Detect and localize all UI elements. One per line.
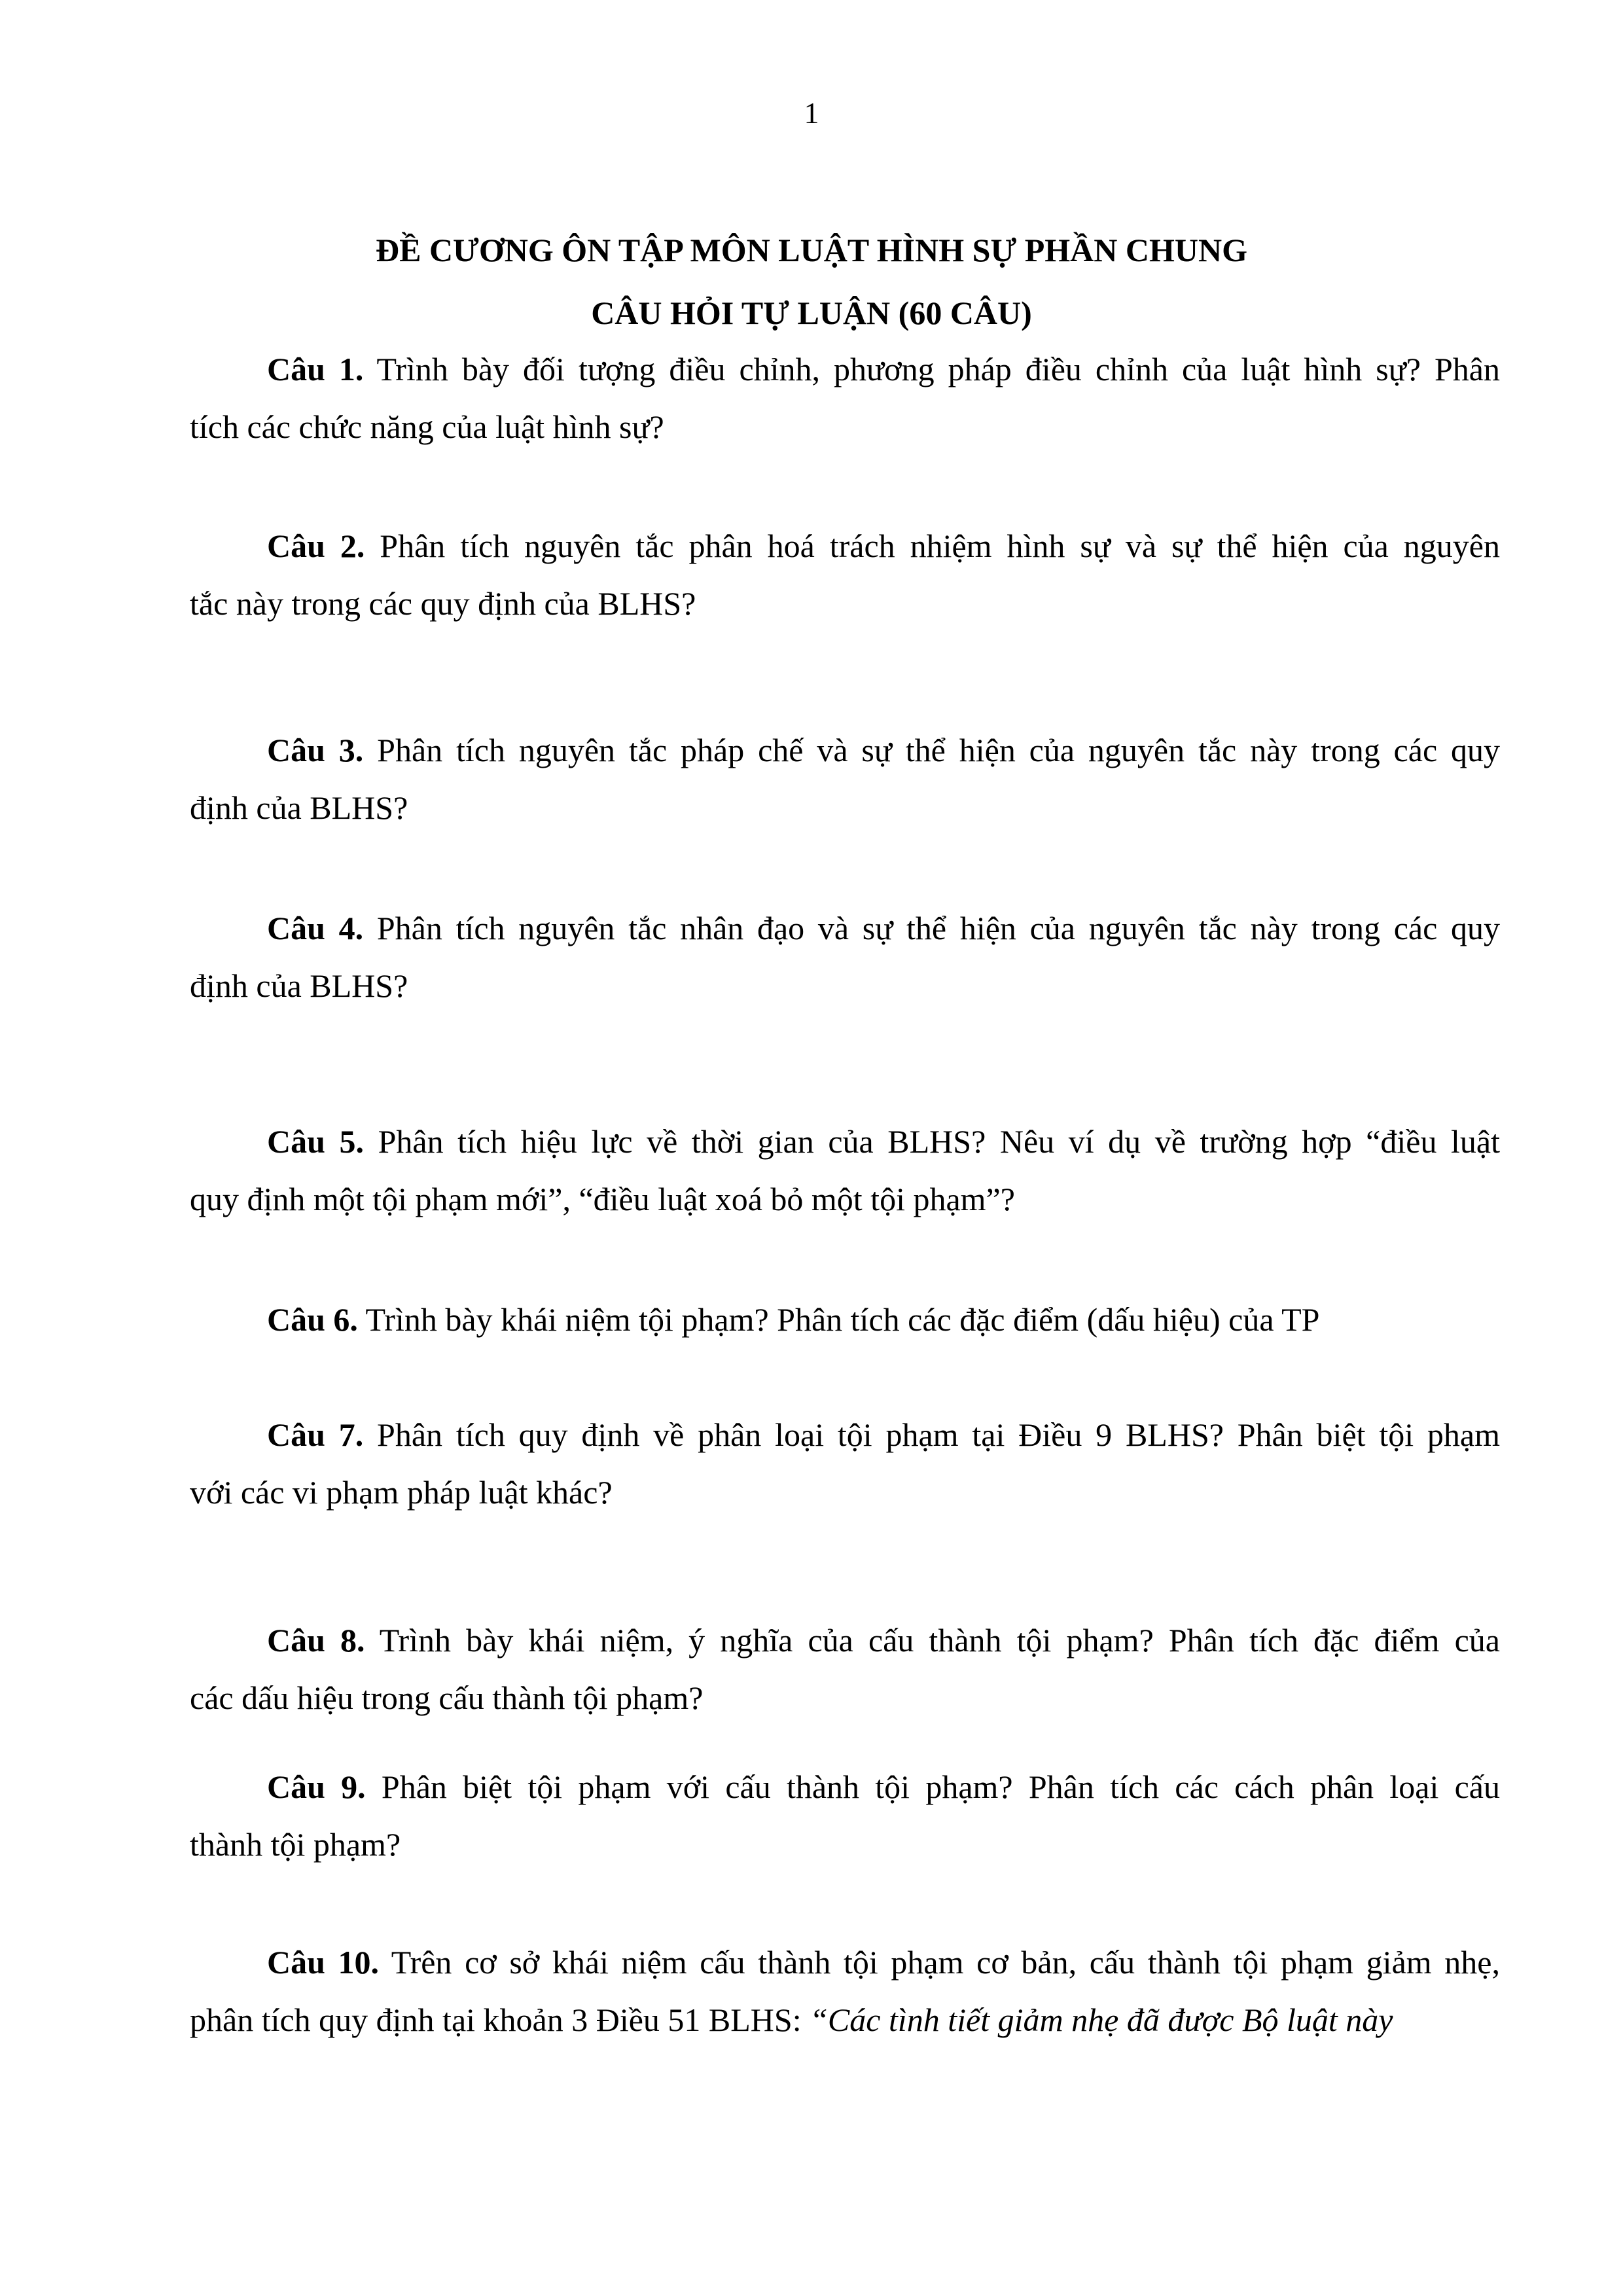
document-subtitle: CÂU HỎI TỰ LUẬN (60 CÂU)	[591, 295, 1032, 331]
question-2-line1: Câu 2. Phân tích nguyên tắc phân hoá trách nhiệm hình sự và sự thể hiện của nguyên	[267, 528, 1500, 564]
question-10-line2: phân tích quy định tại khoản 3 Điều 51 BLHS: “Các tình tiết giảm nhẹ đã được Bộ luật này	[190, 2001, 1393, 2038]
question-7-line1: Câu 7. Phân tích quy định về phân loại tội phạm tại Điều 9 BLHS? Phân biệt tội phạm	[267, 1416, 1501, 1453]
question-10-label: Câu 10.	[267, 1944, 380, 1981]
question-5	[190, 1113, 1500, 1228]
question-4-line1: Câu 4. Phân tích nguyên tắc nhân đạo và sự thể hiện của nguyên tắc này trong các quy	[267, 910, 1500, 946]
question-2-line2: tắc này trong các quy định của BLHS?	[190, 585, 696, 622]
question-7-label: Câu 7.	[267, 1416, 364, 1453]
question-9-line2: thành tội phạm?	[190, 1826, 401, 1863]
question-5-line1: Câu 5. Phân tích hiệu lực về thời gian của BLHS? Nêu ví dụ về trường hợp “điều luật	[267, 1123, 1500, 1160]
question-9-label: Câu 9.	[267, 1768, 366, 1805]
question-2	[190, 517, 1500, 632]
question-3-line1: Câu 3. Phân tích nguyên tắc pháp chế và sự thể hiện của nguyên tắc này trong các quy	[267, 732, 1500, 768]
question-7-line2: với các vi phạm pháp luật khác?	[190, 1474, 613, 1511]
question-9	[190, 1758, 1500, 1873]
question-4-line2: định của BLHS?	[190, 967, 408, 1004]
question-9-line1: Câu 9. Phân biệt tội phạm với cấu thành tội phạm? Phân tích các cách phân loại cấu	[267, 1768, 1500, 1805]
question-3	[190, 721, 1500, 836]
question-3-label: Câu 3.	[267, 732, 364, 768]
question-4-label: Câu 4.	[267, 910, 364, 946]
question-8-line1: Câu 8. Trình bày khái niệm, ý nghĩa của cấu thành tội phạm? Phân tích đặc điểm của	[267, 1622, 1500, 1659]
question-6-line1: Câu 6. Trình bày khái niệm tội phạm? Phân tích các đặc điểm (dấu hiệu) của TP	[267, 1301, 1320, 1338]
page-number: 1	[804, 96, 819, 130]
question-3-line2: định của BLHS?	[190, 789, 408, 826]
question-1	[190, 340, 1500, 456]
question-8-label: Câu 8.	[267, 1622, 365, 1659]
question-10	[190, 1933, 1500, 2049]
question-7	[190, 1406, 1500, 1521]
question-1-line1: Câu 1. Trình bày đối tượng điều chỉnh, phương pháp điều chỉnh của luật hình sự? Phân	[267, 351, 1500, 387]
question-8	[190, 1611, 1500, 1727]
quoted-law-text: “Các tình tiết giảm nhẹ đã được Bộ luật này	[810, 2001, 1393, 2038]
question-5-label: Câu 5.	[267, 1123, 364, 1160]
question-6-label: Câu 6.	[267, 1301, 358, 1338]
document-title: ĐỀ CƯƠNG ÔN TẬP MÔN LUẬT HÌNH SỰ PHẦN CHUNG	[375, 232, 1247, 268]
question-2-label: Câu 2.	[267, 528, 365, 564]
question-4	[190, 899, 1500, 1014]
question-6	[190, 1291, 1500, 1348]
question-1-label: Câu 1.	[267, 351, 364, 387]
question-1-line2: tích các chức năng của luật hình sự?	[190, 408, 664, 445]
question-8-line2: các dấu hiệu trong cấu thành tội phạm?	[190, 1679, 704, 1716]
question-10-line1: Câu 10. Trên cơ sở khái niệm cấu thành tội phạm cơ bản, cấu thành tội phạm giảm nhẹ,	[267, 1944, 1500, 1981]
question-5-line2: quy định một tội phạm mới”, “điều luật xoá bỏ một tội phạm”?	[190, 1181, 1015, 1217]
